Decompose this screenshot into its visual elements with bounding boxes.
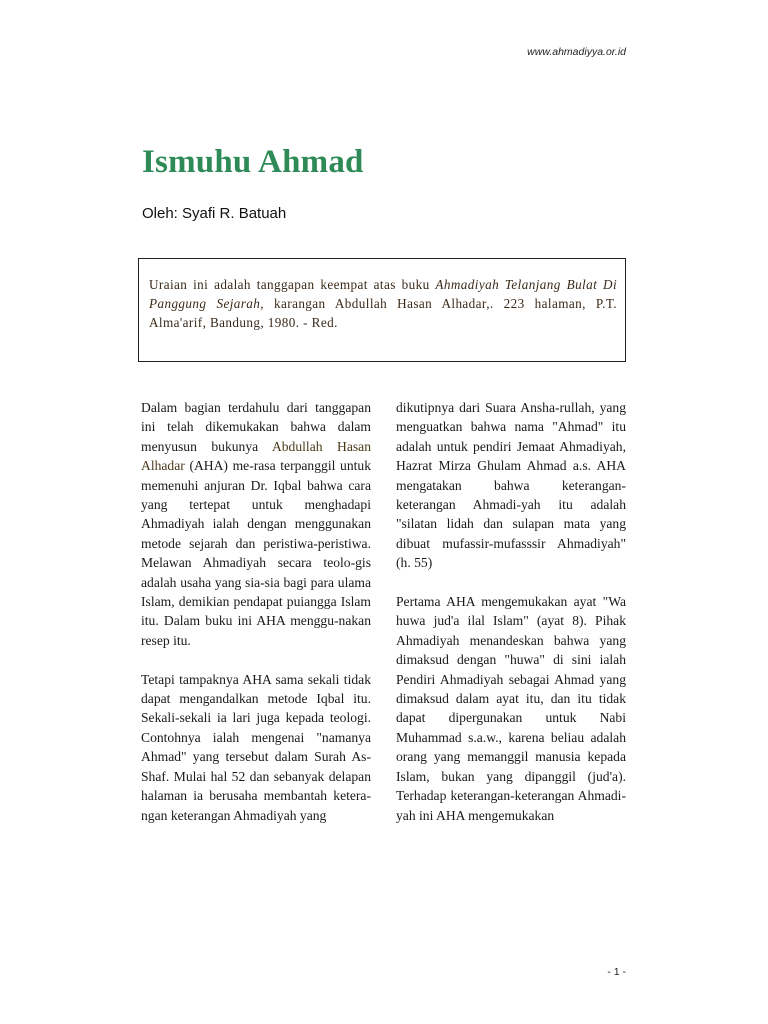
author-name-highlight: Abdullah Hasan Alhadar — [141, 438, 371, 474]
left-p1-before: Dalam bagian terdahulu dari tanggapan ini telah dikemukakan bahwa dalam menyusun bukunya — [141, 400, 371, 454]
abstract-book-title: Ahmadiyah Telanjang Bulat Di Panggung Sejarah, — [149, 277, 618, 311]
abstract-intro: Uraian ini adalah tanggapan keempat atas buku — [149, 277, 436, 292]
abstract-box — [138, 258, 626, 362]
left-p1-after: (AHA) me-rasa terpanggil untuk memenuhi anjuran Dr. Iqbal bahwa cara yang tertepat untuk menghadapi Ahmadiyah ialah dengan menggunakan metode sejarah dan peristiwa-peristiwa. Melawan Ahmadiyah secara teolo-gis adalah usaha yang sia-sia bagi para ulama Islam, demikian pendapat puiangga Islam itu. Dalam buku ini AHA menggu-nakan resep itu. — [141, 458, 371, 648]
left-paragraph-1 — [141, 398, 371, 650]
right-column — [396, 398, 626, 844]
article-author: Oleh: Syafi R. Batuah — [142, 205, 287, 222]
page-number: - 1 - — [607, 966, 626, 978]
article-title: Ismuhu Ahmad — [142, 144, 364, 180]
abstract-text — [149, 275, 617, 332]
right-paragraph-2: Pertama AHA mengemukakan ayat "Wa huwa jud'a ilal Islam" (ayat 8). Pihak Ahmadiyah menandeskan bahwa yang dimaksud dengan "huwa" di sini ialah Pendiri Ahmadiyah sebagai Ahmad yang dimaksud dalam ayat itu, dan itu tidak dapat dipergunakan untuk Nabi Muhammad s.a.w., karena beliau adalah orang yang memanggil manusia kepada Islam, bukan yang dipanggil (jud'a). Terhadap keterangan-keterangan Ahmadi-yah ini AHA mengemukakan — [396, 594, 626, 823]
left-column — [141, 398, 371, 844]
right-paragraph-1: dikutipnya dari Suara Ansha-rullah, yang menguatkan bahwa nama "Ahmad" itu adalah untuk pendiri Jemaat Ahmadiyah, Hazrat Mirza Ghulam Ahmad a.s. AHA mengatakan bahwa keterangan-keterangan Ahmadi-yah itu adalah "silatan lidah dan sulapan mata yang dibuat mufassir-mufasssir Ahmadiyah" (h. 55) — [396, 400, 626, 571]
site-url: www.ahmadiyya.or.id — [527, 46, 626, 58]
abstract-rest: karangan Abdullah Hasan Alhadar,. 223 halaman, P.T. Alma'arif, Bandung, 1980. - Red. — [149, 296, 617, 330]
left-paragraph-2: Tetapi tampaknya AHA sama sekali tidak dapat mengandalkan metode Iqbal itu. Sekali-sekali ia lari juga kepada teologi. Contohnya ialah mengenai "namanya Ahmad" yang tersebut dalam Surah As-Shaf. Mulai hal 52 dan sebanyak delapan halaman ia berusaha membantah ketera-ngan keterangan Ahmadiyah yang — [141, 671, 371, 823]
